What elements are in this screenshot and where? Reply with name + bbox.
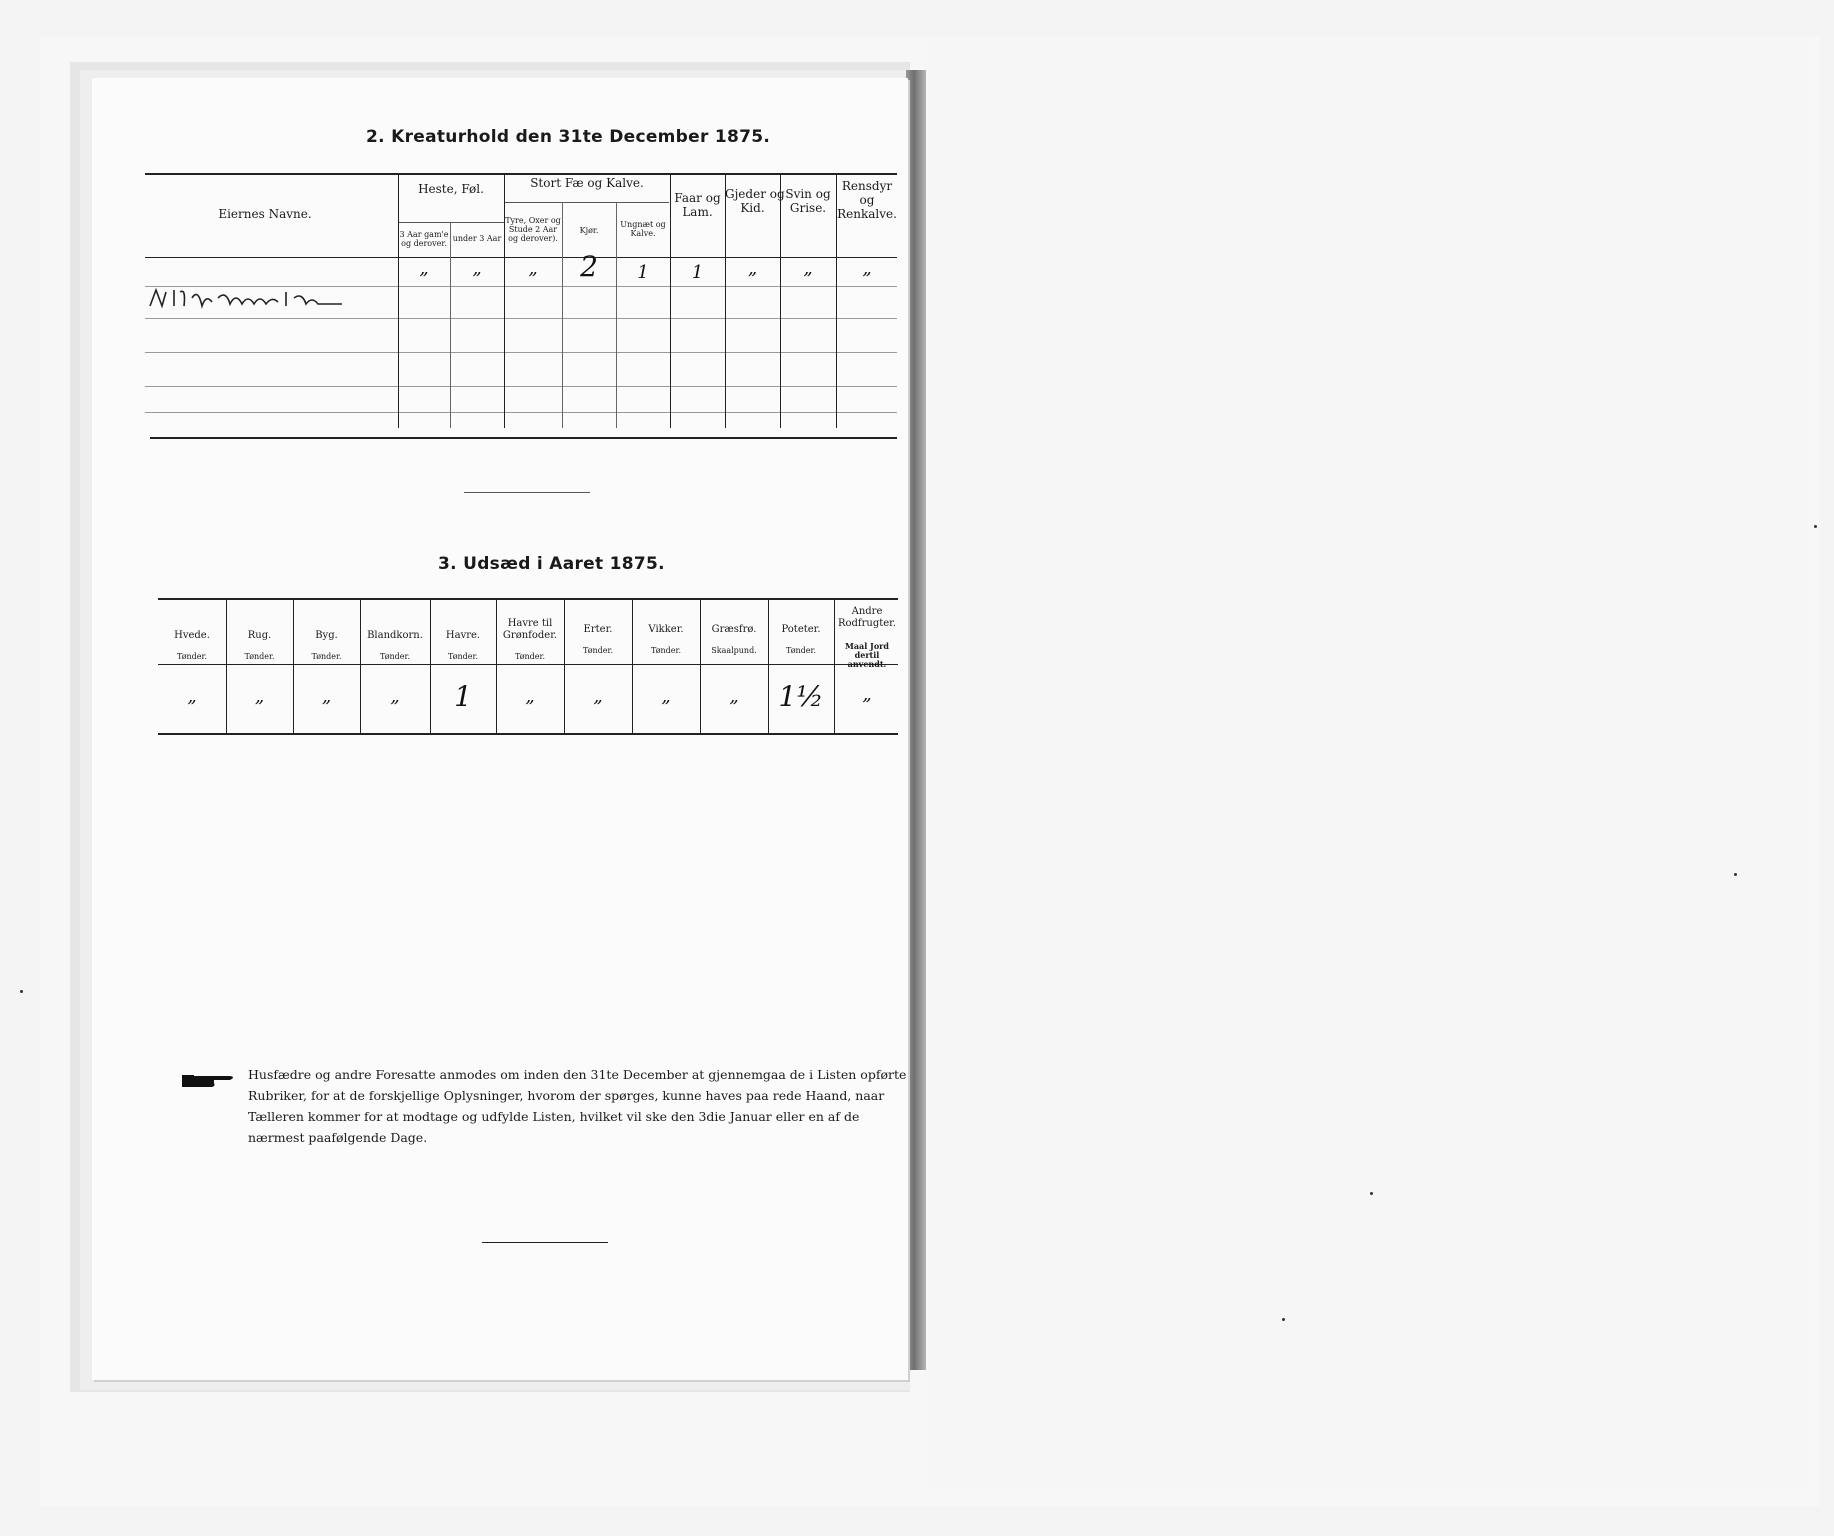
value-hvede: „ [187,686,197,707]
header-hvede: Hvede. [174,630,210,641]
cell-cattle-young: 1 [637,262,649,283]
value-rodfrugter: „ [862,684,872,705]
table2-subheader-rule [398,222,504,223]
table2-row-rule [145,386,897,387]
scan-speck [1814,525,1817,528]
value-graesfro: „ [729,686,739,707]
header-cattle-cows: Kjør. [579,226,599,235]
unit-blandkorn: Tønder. [379,652,411,661]
closing-rule [482,1242,608,1243]
table3-col-rule [564,598,565,733]
notice-line: Rubriker, for at de forskjellige Oplysninger, hvorom der spørges, kunne haves paa rede Haand, naar [248,1088,885,1103]
table2-top-rule [145,173,897,175]
value-erter: „ [593,686,603,707]
section2-title: 2. Kreaturhold den 31te December 1875. [366,127,771,147]
header-rug: Rug. [247,630,272,641]
right-blank-page [926,40,1806,1490]
header-blandkorn: Blandkorn. [367,630,423,641]
table2-subheader-rule [505,202,669,203]
header-pigs: Svin og Grise. [785,187,831,215]
unit-rodfrugter: Maal Jord dertil anvendt. [845,641,889,670]
unit-graesfro: Skaalpund. [711,646,757,655]
header-havre: Havre. [445,630,481,641]
header-horses-young: under 3 Aar [452,234,502,243]
value-havre: 1 [454,680,472,713]
header-havre-gronfoder: Havre til Grønfoder. [502,618,558,641]
notice-line: Tælleren kommer for at modtage og udfylde Listen, hvilket vil ske den 3die Januar eller en af de [248,1109,860,1124]
value-vikker: „ [661,686,671,707]
table2-col-rule [562,202,563,428]
header-poteter: Poteter. [781,624,821,635]
notice-paragraph [248,1064,907,1148]
table2-row-rule [145,352,897,353]
header-rodfrugter: Andre Rodfrugter. [837,606,897,629]
value-poteter: 1½ [778,680,824,713]
header-cattle-young: Ungnæt og Kalve. [620,220,666,239]
table2-row-rule [145,318,897,319]
notice-line: Husfædre og andre Foresatte anmodes om inden den 31te December at gjennemgaa de i Listen opførte [248,1067,907,1082]
table2-col-rule [398,173,399,428]
cell-reindeer: „ [862,258,872,279]
table2-col-rule [504,173,505,428]
scan-speck [1370,1192,1373,1195]
scan-speck [20,990,23,993]
cell-horses-young: „ [472,258,482,279]
value-rug: „ [254,686,265,707]
table2-row-rule [145,412,897,413]
section3-title: 3. Udsæd i Aaret 1875. [438,554,665,574]
table3-header-rule [158,664,898,665]
unit-havre-gronfoder: Tønder. [514,652,546,661]
header-horses-old: 3 Aar gam'e og derover. [399,230,449,249]
unit-poteter: Tønder. [785,646,817,655]
scan-speck [1734,873,1737,876]
table3-col-rule [632,598,633,733]
header-horses: Heste, Føl. [418,182,484,196]
header-byg: Byg. [315,630,338,641]
header-goats: Gjeder og Kid. [725,187,785,215]
cell-goats: „ [747,258,758,279]
unit-hvede: Tønder. [176,652,208,661]
unit-byg: Tønder. [311,652,342,661]
value-havre-gronfoder: „ [525,686,535,707]
table3-col-rule [293,598,294,733]
value-byg: „ [321,686,332,707]
cell-horses-old: „ [419,258,429,279]
unit-vikker: Tønder. [650,646,682,655]
cell-pigs: „ [803,258,813,279]
table3-top-rule [158,598,898,600]
notice-line: nærmest paafølgende Dage. [248,1130,428,1145]
scan-speck [1282,1318,1285,1321]
table2-bottom-rule [150,437,897,439]
unit-havre: Tønder. [447,652,479,661]
table3-col-rule [360,598,361,733]
pointing-hand-icon [180,1070,238,1090]
unit-rug: Tønder. [244,652,275,661]
cell-cattle-bulls: „ [528,258,538,279]
book-binding [906,70,926,1370]
header-graesfro: Græsfrø. [711,624,757,635]
header-vikker: Vikker. [648,624,684,635]
table2-col-rule [450,222,451,428]
header-reindeer: Rensdyr og Renkalve. [837,179,897,221]
unit-erter: Tønder. [582,646,614,655]
header-sheep: Faar og Lam. [674,191,721,219]
cell-sheep: 1 [691,262,704,283]
table3-bottom-rule [158,733,898,735]
header-cattle: Stort Fæ og Kalve. [530,176,644,190]
cell-cattle-cows: 2 [580,250,598,283]
table3-col-rule [700,598,701,733]
table3-col-rule [226,598,227,733]
value-blandkorn: „ [390,686,400,707]
owner-name-handwriting [146,284,346,310]
header-owner-names: Eiernes Navne. [218,207,312,221]
header-cattle-bulls: Tyre, Oxer og Stude 2 Aar og derover). [505,216,561,244]
header-erter: Erter. [583,624,613,635]
section-divider [464,492,590,493]
